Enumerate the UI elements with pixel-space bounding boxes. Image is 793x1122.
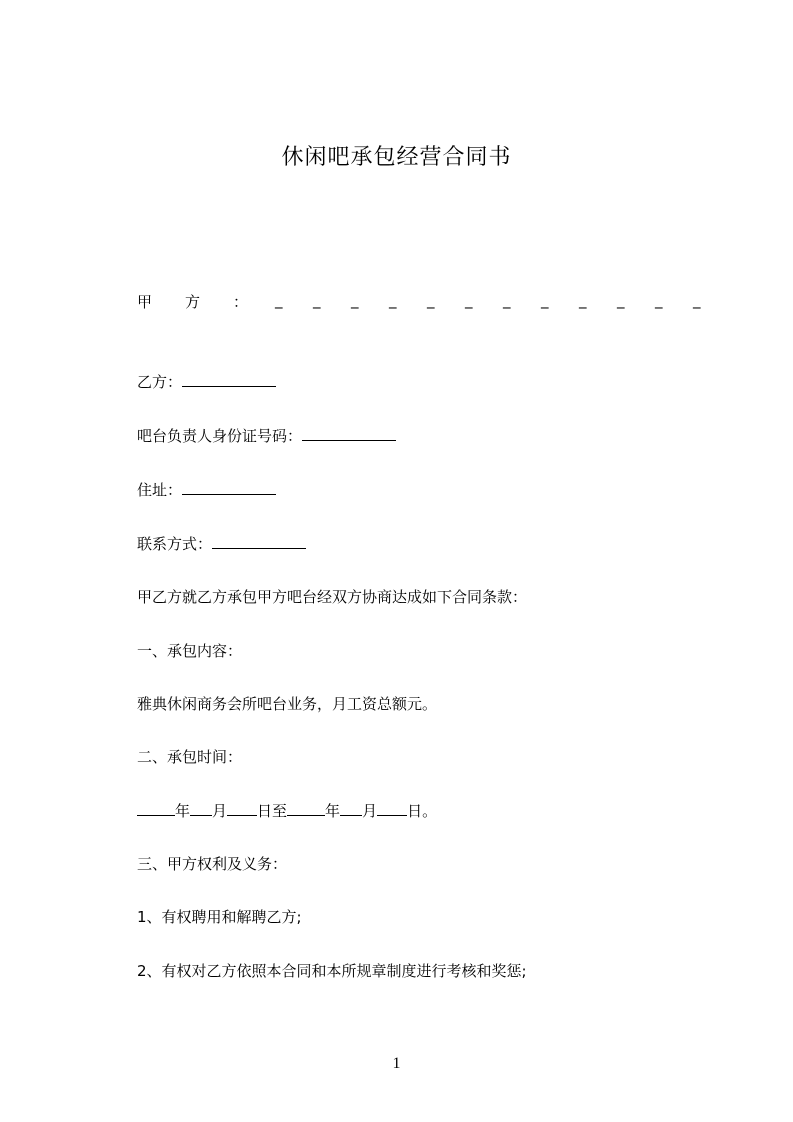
party-a-blank-dash: _ (503, 291, 511, 309)
party-a-colon: ： (233, 293, 249, 311)
party-b-blank (182, 372, 276, 387)
end-day-blank (377, 801, 407, 816)
contact-label: 联系方式： (137, 535, 213, 553)
party-a-blank-dash: _ (655, 291, 663, 309)
party-a-blank-dash: _ (579, 291, 587, 309)
party-a-label-char2: 方 (185, 293, 201, 311)
section2-heading: 二、承包时间： (137, 748, 243, 766)
end-year-blank (287, 801, 325, 816)
section3-heading: 三、甲方权利及义务： (137, 855, 288, 873)
intro-paragraph: 甲乙方就乙方承包甲方吧台经双方协商达成如下合同条款： (137, 588, 528, 606)
month-label: 月 (212, 802, 228, 820)
year-label: 年 (325, 802, 341, 820)
party-a-blank-dash: _ (465, 291, 473, 309)
id-number-blank (302, 426, 396, 441)
section1-body: 雅典休闲商务会所吧台业务，月工资总额元。 (137, 695, 438, 713)
day-to-label: 日至 (257, 802, 288, 820)
address-label: 住址： (137, 481, 183, 499)
start-year-blank (137, 801, 175, 816)
party-a-blank-dash: _ (617, 291, 625, 309)
month-label: 月 (362, 802, 378, 820)
id-number-label: 吧台负责人身份证号码： (137, 427, 303, 445)
party-a-blank-dash: _ (693, 291, 701, 309)
party-a-field (137, 291, 707, 315)
party-b-field (137, 371, 276, 392)
contact-blank (212, 534, 306, 549)
address-blank (182, 480, 276, 495)
start-month-blank (190, 801, 212, 816)
end-month-blank (340, 801, 362, 816)
party-a-blank-dash: _ (351, 291, 359, 309)
page-number: 1 (392, 1055, 401, 1072)
party-a-blank-dash: _ (389, 291, 397, 309)
party-a-blank-dash: _ (275, 291, 283, 309)
party-b-label: 乙方： (137, 373, 183, 391)
day-end-label: 日。 (407, 802, 438, 820)
id-number-field (137, 425, 396, 446)
year-label: 年 (175, 802, 191, 820)
party-a-blank-dash: _ (313, 291, 321, 309)
party-a-blank-dash: _ (541, 291, 549, 309)
section3-item-1: 1、有权聘用和解聘乙方; (137, 908, 302, 926)
contact-field (137, 533, 306, 554)
section3-item-2: 2、有权对乙方依照本合同和本所规章制度进行考核和奖惩; (137, 962, 527, 980)
section1-heading: 一、承包内容： (137, 642, 243, 660)
start-day-blank (227, 801, 257, 816)
document-title: 休闲吧承包经营合同书 (281, 145, 512, 170)
party-a-label-char1: 甲 (137, 293, 153, 311)
party-a-blank-dash: _ (427, 291, 435, 309)
address-field (137, 479, 276, 500)
contract-period-line (137, 800, 437, 821)
